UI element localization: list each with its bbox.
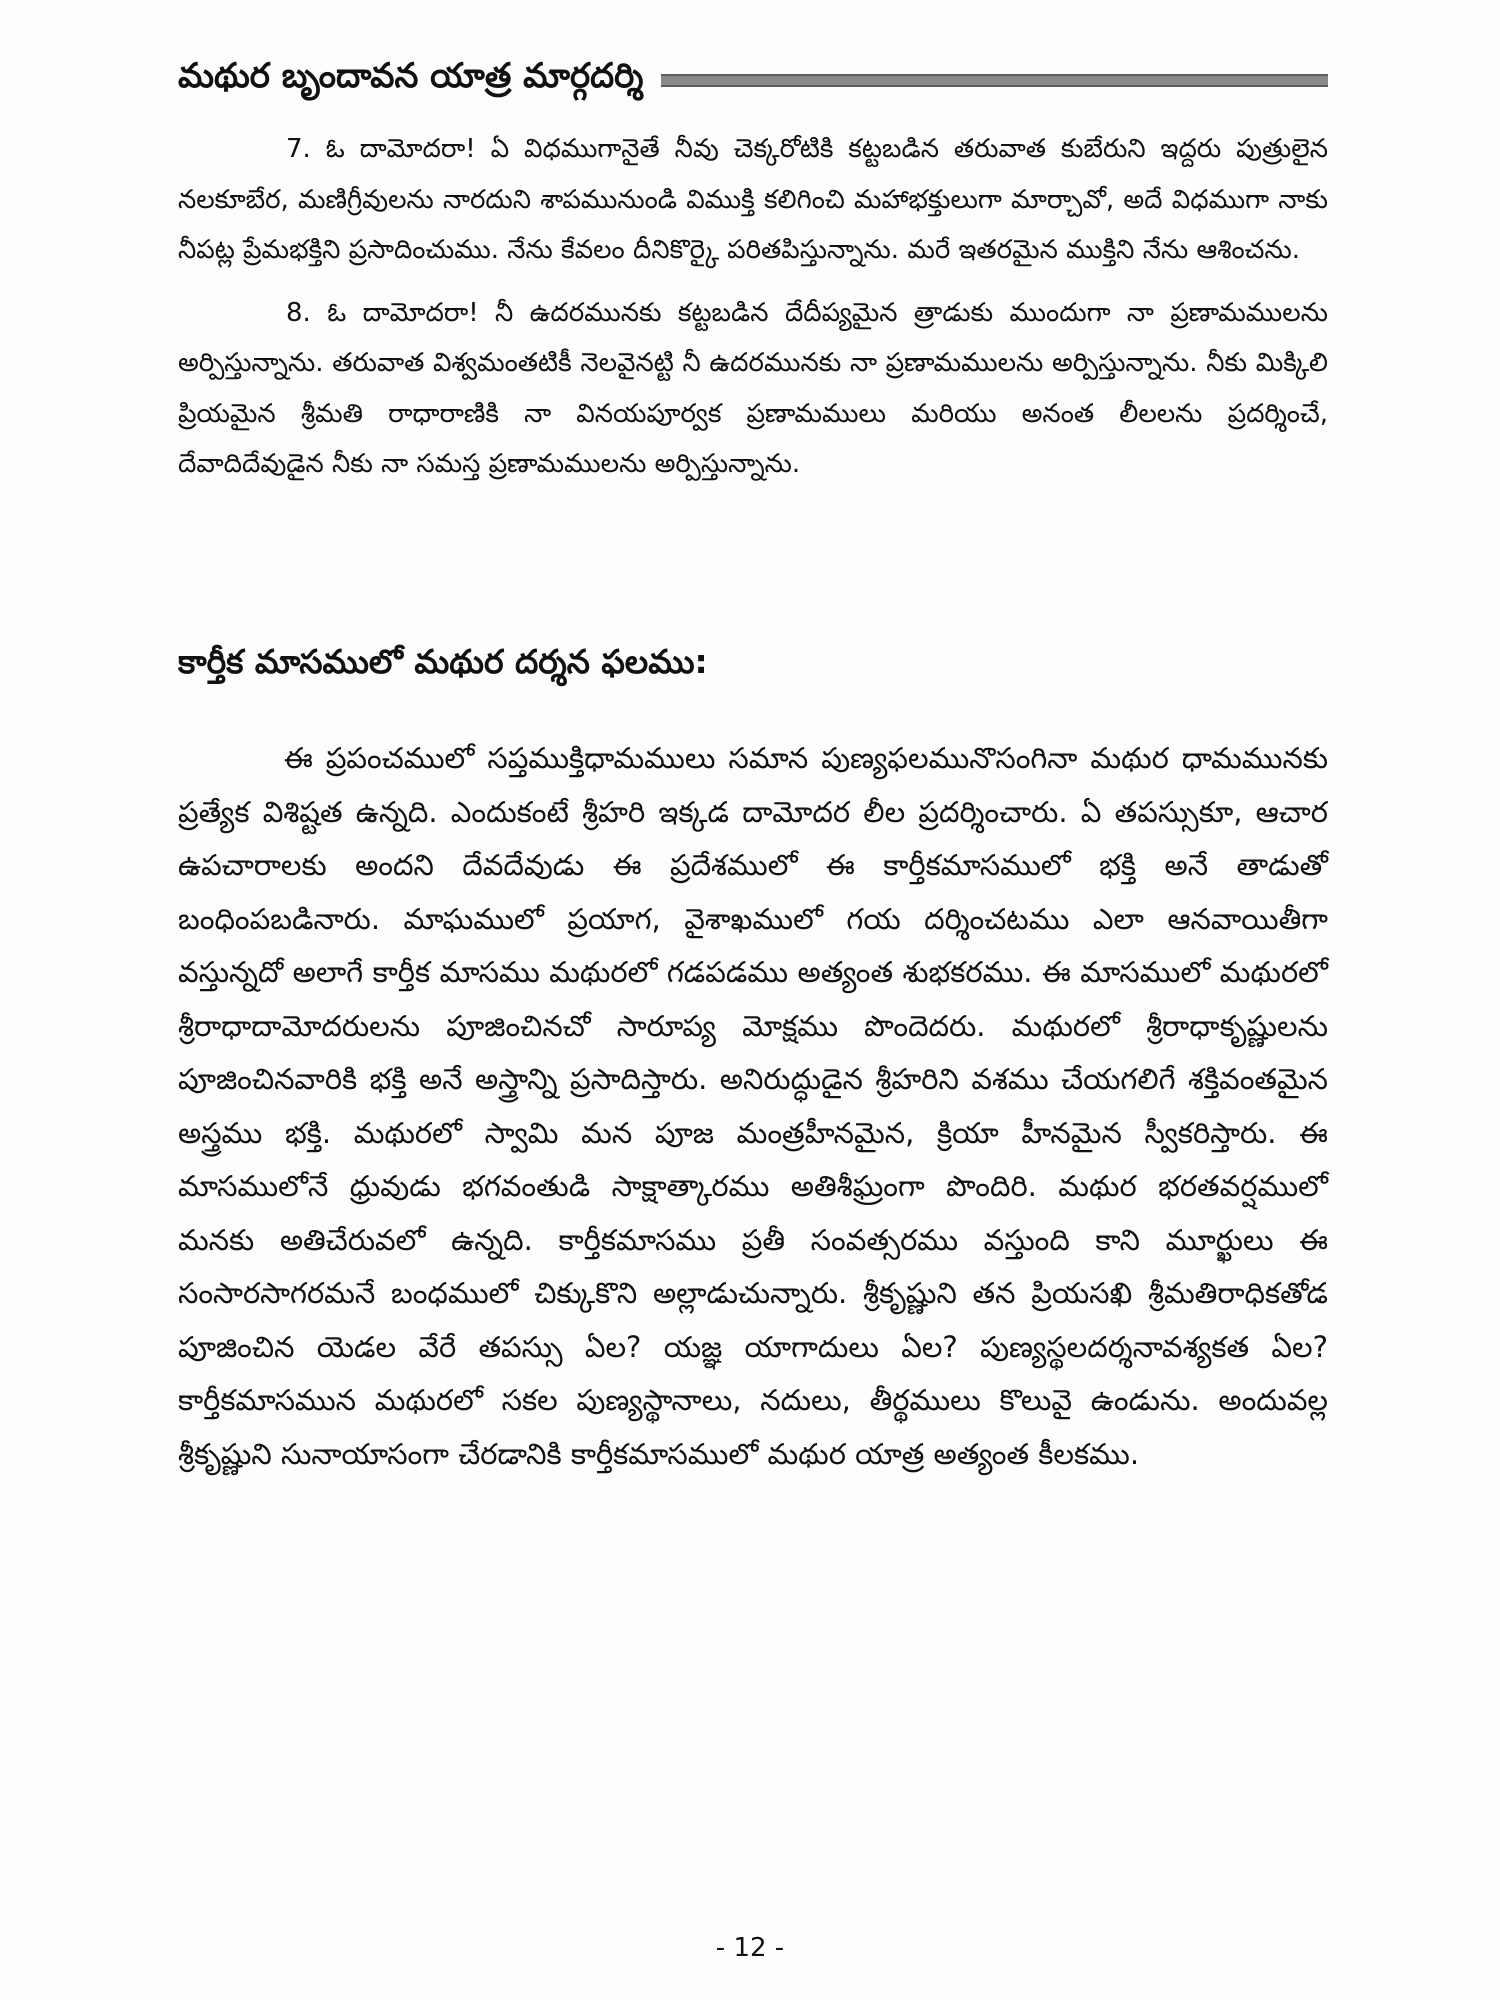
page-number: - 12 - [715,1933,785,1963]
body-paragraph: ఈ ప్రపంచములో సప్తముక్తిధామములు సమాన పుణ్యఫలమునొసంగినా మథుర ధామమునకు ప్రత్యేక విశిష్టత ఉన్నది. ఎందుకంటే శ్రీహరి ఇక్కడ దామోదర లీల ప్రదర్శించారు. ఏ తపస్సుకూ, ఆచార ఉపచారాలకు అందని దేవదేవుడు ఈ ప్రదేశములో ఈ కార్తీకమాసములో భక్తి అనే తాడుతో బంధింపబడినారు. మాఘములో ప్రయాగ, వైశాఖములో గయ దర్శించటము ఎలా ఆనవాయితీగా వస్తున్నదో అలాగే కార్తీక మాసము మథురలో గడపడము అత్యంత శుభకరము. ఈ మాసములో మథురలో శ్రీరాధాదామోదరులను పూజించినచో సారూప్య మోక్షము పొందెదరు. మథురలో శ్రీరాధాకృష్ణులను పూజించినవారికి భక్తి అనే అస్త్రాన్ని ప్రసాదిస్తారు. అనిరుద్ధుడైన శ్రీహరిని వశము చేయగలిగే శక్తివంతమైన అస్త్రము భక్తి. మథురలో స్వామి మన పూజ మంత్రహీనమైన, క్రియా హీనమైన స్వీకరిస్తారు. ఈ మాసములోనే ధ్రువుడు భగవంతుడి సాక్షాత్కారము అతిశీఘ్రంగా పొందిరి. మథుర భరతవర్షములో మనకు అతిచేరువలో ఉన్నది. కార్తీకమాసము ప్రతీ సంవత్సరము వస్తుంది కాని మూర్ఖులు ఈ సంసారసాగరమనే బంధములో చిక్కుకొని అల్లాడుచున్నారు. శ్రీకృష్ణుని తన ప్రియసఖి శ్రీమతిరాధికతోడ పూజించిన యెడల వేరే తపస్సు ఏల? యజ్ఞ యాగాదులు ఏల? పుణ్యస్థలదర్శనావశ్యకత ఏల? కార్తీకమాసమున మథురలో సకల పుణ్యస్థానాలు, నదులు, తీర్థములు కొలువై ఉండును. అందువల్ల శ్రీకృష్ణుని సునాయాసంగా చేరడానికి కార్తీకమాసములో మథుర యాత్ర అత్యంత కీలకము. [178,741,1328,1471]
section-heading: కార్తీక మాసములో మథుర దర్శన ఫలము: [178,642,708,681]
verse-paragraph-7: 7. ఓ దామోదరా! ఏ విధముగానైతే నీవు చెక్కరోటికి కట్టబడిన తరువాత కుబేరుని ఇద్దరు పుత్రులైన నలకూబేర, మణిగ్రీవులను నారదుని శాపమునుండి విముక్తి కలిగించి మహాభక్తులుగా మార్చావో, అదే విధముగా నాకు నీపట్ల ప్రేమభక్తిని ప్రసాదించుము. నేను కేవలం దీనికొర్కై పరితపిస్తున్నాను. మరే ఇతరమైన ముక్తిని నేను ఆశించను. [178,134,1328,265]
section-body [178,732,1328,1481]
running-title: మథుర బృందావన యాత్ర మార్గదర్శి [178,56,644,96]
prayer-verses [178,124,1328,502]
header-rule [661,74,1328,87]
verse-paragraph-8: 8. ఓ దామోదరా! నీ ఉదరమునకు కట్టబడిన దేదీప్యమైన త్రాడుకు ముందుగా నా ప్రణామములను అర్పిస్తున్నాను. తరువాత విశ్వమంతటికీ నెలవైనట్టి నీ ఉదరమునకు నా ప్రణామములను అర్పిస్తున్నాను. నీకు మిక్కిలి ప్రియమైన శ్రీమతి రాధారాణికి నా వినయపూర్వక ప్రణామములు మరియు అనంత లీలలను ప్రదర్శించే, దేవాదిదేవుడైన నీకు నా సమస్త ప్రణామములను అర్పిస్తున్నాను. [178,297,1328,479]
running-header [178,52,1328,108]
